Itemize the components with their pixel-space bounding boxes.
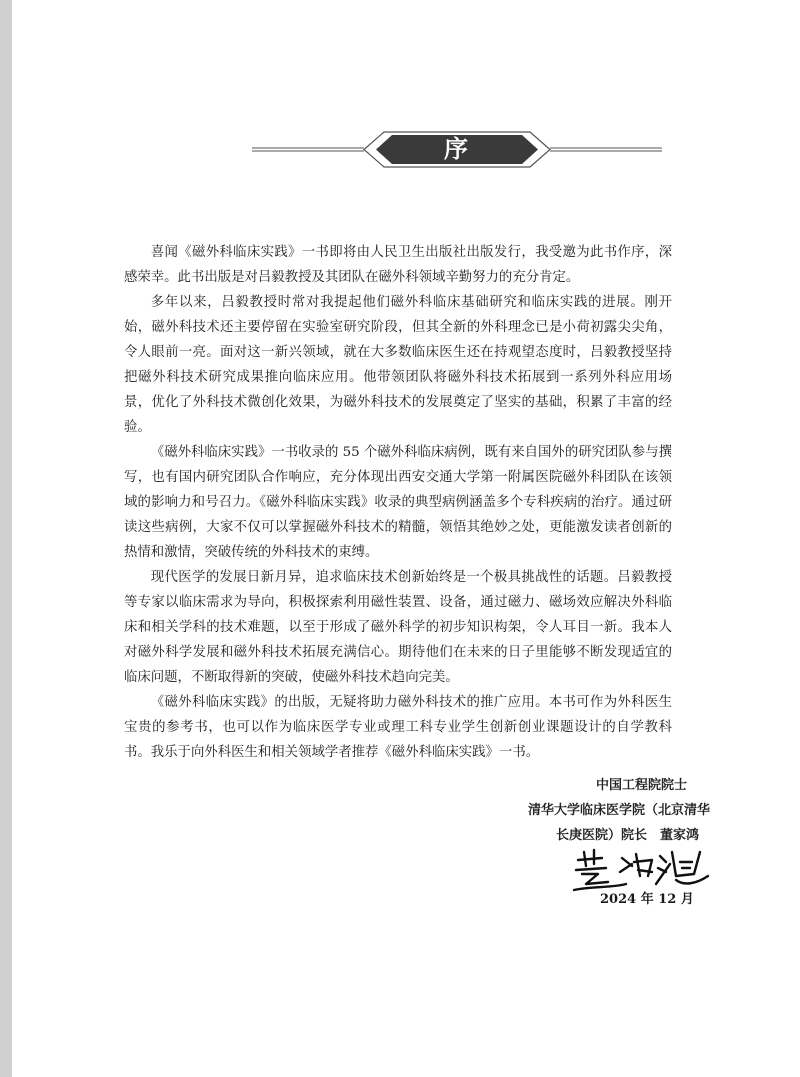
page-title: 序 [444,135,470,163]
author-affiliation: 清华大学临床医学院（北京清华 [528,803,711,818]
paragraph: 《磁外科临床实践》一书收录的 55 个磁外科临床病例，既有来自国外的研究团队参与撰写，也有国内研究团队合作响应，充分体现出西安交通大学第一附属医院磁外科团队在该领域的影响力和号召力。《磁外科临床实践》收录的典型病例涵盖多个专科疾病的治疗。通过研读这些病例，大家不仅可以掌握磁外科技术的精髓，领悟其绝妙之处，更能激发读者创新的热情和激情，突破传统的外科技术的束缚。 [124,445,672,560]
paragraph: 现代医学的发展日新月异，追求临床技术创新始终是一个极具挑战性的话题。吕毅教授等专家以临床需求为导向，积极探索利用磁性装置、设备，通过磁力、磁场效应解决外科临床和相关学科的技术难题，以至于形成了磁外科学的初步知识构架，令人耳目一新。我本人对磁外科学发展和磁外科技术拓展充满信心。期待他们在未来的日子里能够不断发现适宜的临床问题，不断取得新的突破，使磁外科技术趋向完美。 [124,570,672,685]
author-position-name: 长庚医院）院长 董家鸿 [556,828,700,843]
signature-scribble [572,846,712,894]
author-signature-block [520,773,760,848]
author-title: 中国工程院院士 [596,778,688,793]
section-header [252,126,662,172]
paragraph: 《磁外科临床实践》的出版，无疑将助力磁外科技术的推广应用。本书可作为外科医生宝贵的参考书，也可以作为临床医学专业或理工科专业学生创新创业课题设计的自学教科书。我乐于向外科医生和相关领域学者推荐《磁外科临床实践》一书。 [124,695,672,760]
paragraph: 多年以来，吕毅教授时常对我提起他们磁外科临床基础研究和临床实践的进展。刚开始，磁外科技术还主要停留在实验室研究阶段，但其全新的外科理念已是小荷初露尖尖角，令人眼前一亮。面对这一新兴领域，就在大多数临床医生还在持观望态度时，吕毅教授坚持把磁外科技术研究成果推向临床应用。他带领团队将磁外科技术拓展到一系列外科应用场景，优化了外科技术微创化效果，为磁外科技术的发展奠定了坚实的基础，积累了丰富的经验。 [124,295,672,435]
paragraph: 喜闻《磁外科临床实践》一书即将由人民卫生出版社出版发行，我受邀为此书作序，深感荣幸。此书出版是对吕毅教授及其团队在磁外科领域辛勤努力的充分肯定。 [124,245,672,285]
handwritten-signature [572,846,712,894]
preface-body [124,240,672,765]
signature-date: 2024 年 12 月 [600,892,694,907]
page-edge-strip [0,0,12,1077]
